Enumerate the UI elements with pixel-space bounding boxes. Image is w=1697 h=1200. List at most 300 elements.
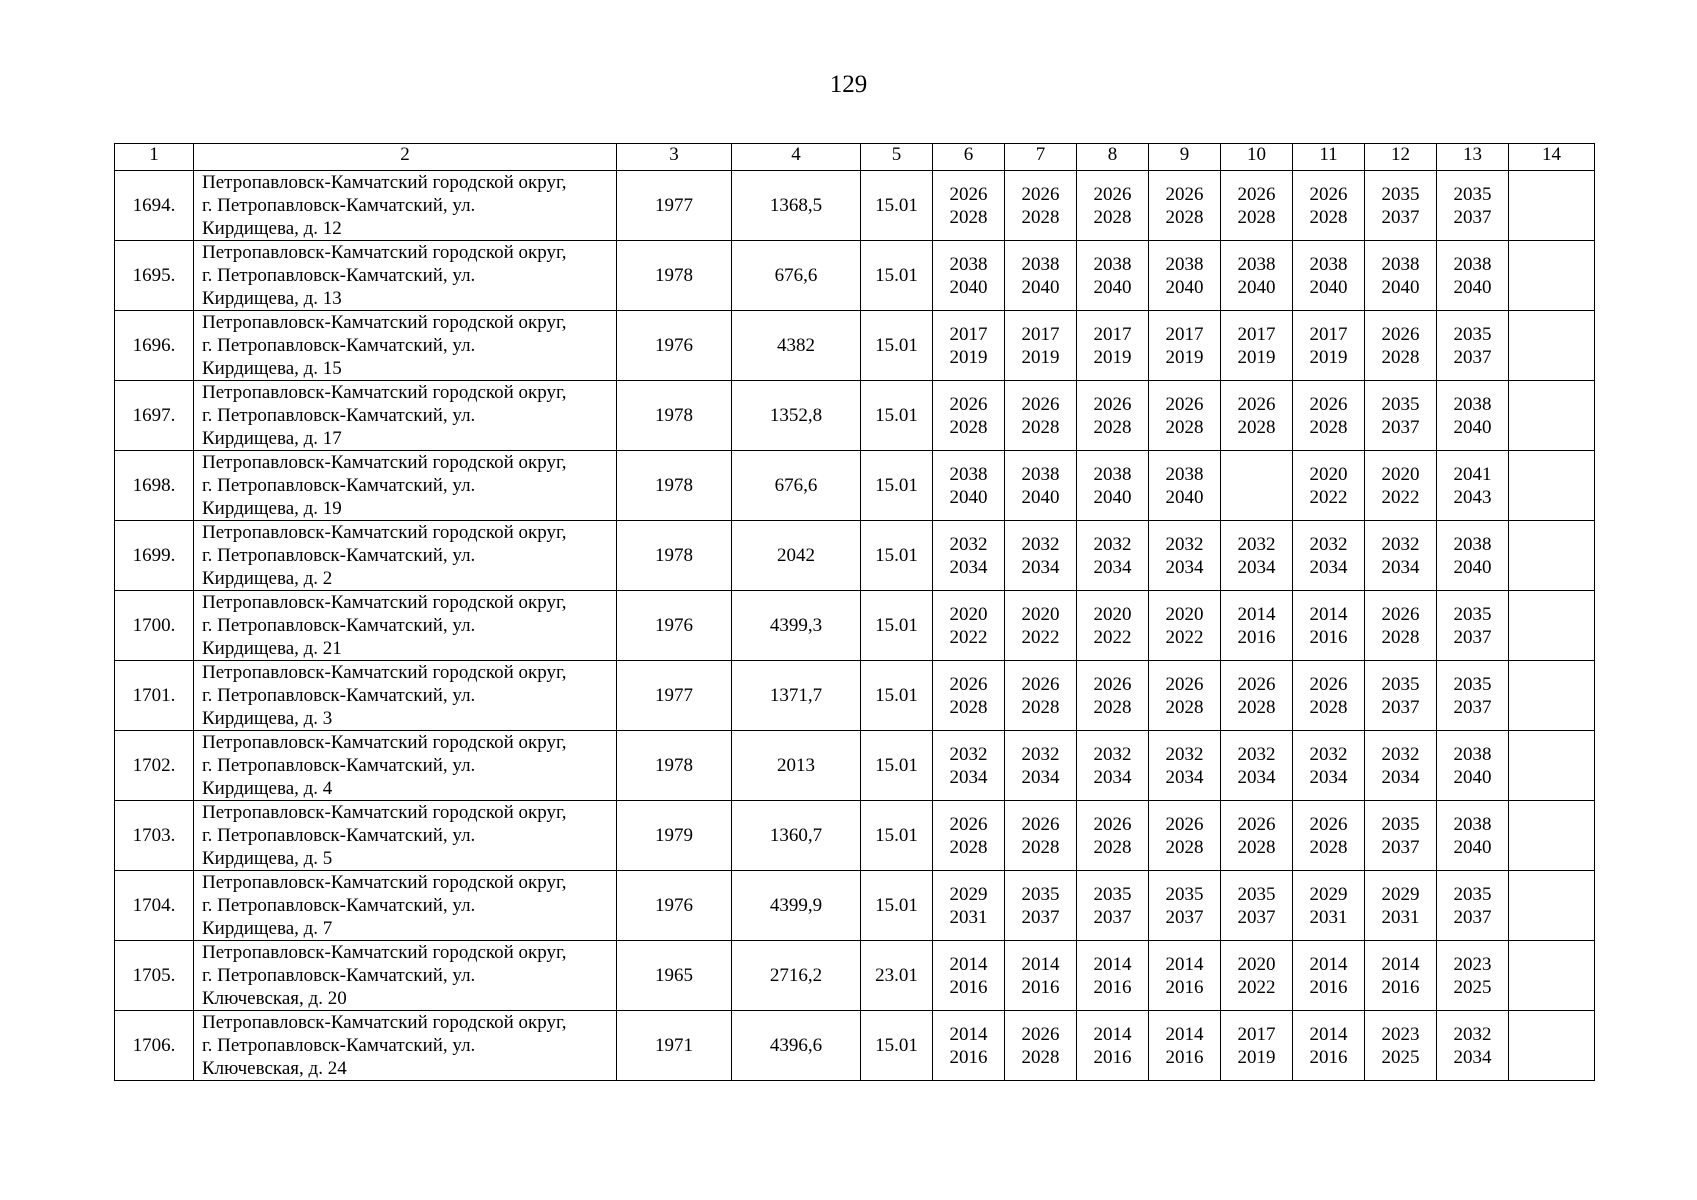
period-end-year: 2019 [1165,346,1204,368]
period-start-year: 2035 [1453,883,1492,905]
code-cell: 15.01 [861,801,933,871]
row-number-cell: 1706. [115,1011,194,1081]
table-row [115,311,1595,381]
period-start-year: 2026 [1093,813,1132,835]
period-start-year: 2020 [1237,953,1276,975]
address-line: Кирдищева, д. 19 [202,498,342,519]
period-end-year: 2040 [1453,836,1492,858]
year-built-cell: 1971 [617,1011,732,1081]
period-end-year: 2040 [1021,486,1060,508]
period-end-year: 2019 [949,346,988,368]
column-header-10: 10 [1221,144,1293,171]
column-header-11: 11 [1293,144,1365,171]
address-cell [194,311,617,381]
period-start-year: 2035 [1237,883,1276,905]
period-start-year: 2026 [1237,813,1276,835]
period-end-year: 2037 [1237,906,1276,928]
period-start-year: 2032 [1381,743,1420,765]
period-cell-col-12 [1365,1011,1437,1081]
area-cell: 2042 [732,521,861,591]
period-end-year: 2040 [1453,276,1492,298]
period-start-year: 2038 [1093,463,1132,485]
period-start-year: 2032 [949,533,988,555]
table-row [115,171,1595,241]
period-end-year: 2028 [1021,1046,1060,1068]
period-start-year: 2035 [1381,183,1420,205]
address-cell [194,241,617,311]
address-line: Кирдищева, д. 15 [202,358,342,379]
code-cell: 15.01 [861,591,933,661]
row-number-cell: 1700. [115,591,194,661]
address-line: г. Петропавловск-Камчатский, ул. [202,965,476,986]
period-end-year: 2022 [1381,486,1420,508]
period-end-year: 2019 [1237,346,1276,368]
period-cell-col-8 [1077,1011,1149,1081]
address-cell [194,731,617,801]
period-end-year: 2034 [1237,556,1276,578]
address-cell [194,1011,617,1081]
period-cell-col-12 [1365,731,1437,801]
period-start-year: 2035 [1453,673,1492,695]
repair-schedule-table [114,143,1595,1081]
column-14-cell [1509,381,1595,451]
period-start-year: 2032 [1453,1023,1492,1045]
period-start-year: 2017 [949,323,988,345]
row-number-cell: 1701. [115,661,194,731]
period-start-year: 2026 [1021,183,1060,205]
address-cell [194,451,617,521]
period-cell-col-9 [1149,521,1221,591]
period-start-year: 2035 [1453,603,1492,625]
period-end-year: 2022 [949,626,988,648]
period-end-year: 2028 [1093,696,1132,718]
period-start-year: 2020 [1165,603,1204,625]
period-cell-col-7 [1005,661,1077,731]
address-line: Петропавловск-Камчатский городской округ, [202,382,567,403]
period-end-year: 2028 [1309,836,1348,858]
period-start-year: 2032 [949,743,988,765]
period-start-year: 2014 [1381,953,1420,975]
address-line: Кирдищева, д. 2 [202,568,333,589]
period-start-year: 2026 [949,183,988,205]
period-end-year: 2037 [1453,626,1492,648]
period-end-year: 2028 [1237,416,1276,438]
period-start-year: 2038 [1381,253,1420,275]
address-line: Петропавловск-Камчатский городской округ, [202,1012,567,1033]
column-header-6: 6 [933,144,1005,171]
period-cell-col-11 [1293,871,1365,941]
table-row [115,451,1595,521]
period-cell-col-7 [1005,241,1077,311]
row-number-cell: 1697. [115,381,194,451]
area-cell: 1368,5 [732,171,861,241]
period-start-year: 2014 [949,1023,988,1045]
period-start-year: 2032 [1165,533,1204,555]
column-header-13: 13 [1437,144,1509,171]
period-cell-col-11 [1293,381,1365,451]
period-start-year: 2017 [1021,323,1060,345]
period-end-year: 2016 [949,1046,988,1068]
table-row [115,381,1595,451]
period-start-year: 2026 [1381,603,1420,625]
period-start-year: 2032 [1021,743,1060,765]
period-end-year: 2037 [1021,906,1060,928]
address-line: Кирдищева, д. 4 [202,778,333,799]
area-cell: 4382 [732,311,861,381]
period-start-year: 2026 [1021,393,1060,415]
table-body [115,171,1595,1081]
period-start-year: 2017 [1093,323,1132,345]
period-start-year: 2014 [1021,953,1060,975]
period-start-year: 2020 [1021,603,1060,625]
period-end-year: 2028 [1309,696,1348,718]
period-start-year: 2026 [1165,673,1204,695]
address-cell [194,521,617,591]
column-14-cell [1509,311,1595,381]
period-start-year: 2038 [1453,533,1492,555]
period-cell-col-11 [1293,311,1365,381]
period-cell-col-7 [1005,731,1077,801]
period-cell-col-6 [933,591,1005,661]
period-end-year: 2040 [1093,486,1132,508]
year-built-cell: 1977 [617,661,732,731]
period-end-year: 2040 [1165,276,1204,298]
period-cell-col-7 [1005,521,1077,591]
address-line: Кирдищева, д. 21 [202,638,342,659]
address-line: г. Петропавловск-Камчатский, ул. [202,405,476,426]
period-end-year: 2019 [1021,346,1060,368]
period-end-year: 2028 [1093,206,1132,228]
period-cell-col-13 [1437,871,1509,941]
period-start-year: 2017 [1309,323,1348,345]
address-line: г. Петропавловск-Камчатский, ул. [202,615,476,636]
period-end-year: 2034 [1093,766,1132,788]
period-cell-col-8 [1077,661,1149,731]
period-end-year: 2025 [1453,976,1492,998]
period-cell-col-13 [1437,661,1509,731]
period-end-year: 2016 [1381,976,1420,998]
period-end-year: 2040 [1453,416,1492,438]
period-start-year: 2026 [1381,323,1420,345]
period-cell-col-8 [1077,801,1149,871]
year-built-cell: 1979 [617,801,732,871]
period-start-year: 2038 [1021,463,1060,485]
period-cell-col-12 [1365,941,1437,1011]
code-cell: 15.01 [861,661,933,731]
period-cell-col-6 [933,801,1005,871]
area-cell: 4399,3 [732,591,861,661]
year-built-cell: 1978 [617,521,732,591]
period-cell-col-8 [1077,171,1149,241]
period-start-year: 2038 [1237,253,1276,275]
period-end-year: 2019 [1309,346,1348,368]
period-cell-col-7 [1005,941,1077,1011]
column-header-7: 7 [1005,144,1077,171]
row-number-cell: 1703. [115,801,194,871]
period-start-year: 2014 [949,953,988,975]
address-line: г. Петропавловск-Камчатский, ул. [202,545,476,566]
period-end-year: 2034 [949,766,988,788]
column-14-cell [1509,1011,1595,1081]
period-start-year: 2026 [1165,393,1204,415]
period-end-year: 2037 [1093,906,1132,928]
column-14-cell [1509,241,1595,311]
address-cell [194,941,617,1011]
period-cell-col-8 [1077,451,1149,521]
period-start-year: 2014 [1093,1023,1132,1045]
address-line: Петропавловск-Камчатский городской округ, [202,592,567,613]
address-line: Кирдищева, д. 13 [202,288,342,309]
area-cell: 1352,8 [732,381,861,451]
period-end-year: 2028 [1165,206,1204,228]
table-header-row [115,144,1595,171]
address-line: Ключевская, д. 24 [202,1058,347,1079]
row-number-cell: 1694. [115,171,194,241]
period-cell-col-6 [933,941,1005,1011]
row-number-cell: 1695. [115,241,194,311]
row-number-cell: 1699. [115,521,194,591]
period-cell-col-12 [1365,521,1437,591]
year-built-cell: 1976 [617,591,732,661]
period-end-year: 2034 [1165,556,1204,578]
year-built-cell: 1978 [617,381,732,451]
period-end-year: 2028 [1237,696,1276,718]
period-end-year: 2034 [1381,766,1420,788]
column-header-2: 2 [194,144,617,171]
period-start-year: 2032 [1309,743,1348,765]
period-cell-col-8 [1077,311,1149,381]
column-14-cell [1509,941,1595,1011]
period-cell-col-10 [1221,1011,1293,1081]
code-cell: 15.01 [861,311,933,381]
period-end-year: 2040 [1309,276,1348,298]
period-cell-col-11 [1293,591,1365,661]
address-line: г. Петропавловск-Камчатский, ул. [202,265,476,286]
period-cell-col-13 [1437,941,1509,1011]
year-built-cell: 1978 [617,731,732,801]
table-row [115,871,1595,941]
period-end-year: 2040 [949,276,988,298]
period-end-year: 2028 [1381,346,1420,368]
period-end-year: 2016 [1309,1046,1348,1068]
period-start-year: 2026 [1093,673,1132,695]
period-start-year: 2026 [1237,673,1276,695]
period-end-year: 2028 [1309,206,1348,228]
code-cell: 15.01 [861,451,933,521]
year-built-cell: 1976 [617,871,732,941]
period-cell-col-8 [1077,241,1149,311]
period-end-year: 2028 [949,206,988,228]
period-end-year: 2022 [1093,626,1132,648]
address-cell [194,801,617,871]
address-line: Кирдищева, д. 3 [202,708,333,729]
period-cell-col-12 [1365,381,1437,451]
period-start-year: 2038 [1165,463,1204,485]
address-line: г. Петропавловск-Камчатский, ул. [202,195,476,216]
period-end-year: 2025 [1381,1046,1420,1068]
period-end-year: 2016 [1309,626,1348,648]
column-header-12: 12 [1365,144,1437,171]
column-header-5: 5 [861,144,933,171]
period-cell-col-9 [1149,171,1221,241]
row-number-cell: 1705. [115,941,194,1011]
period-end-year: 2034 [1165,766,1204,788]
period-cell-col-11 [1293,941,1365,1011]
period-cell-col-10 [1221,731,1293,801]
address-line: Петропавловск-Камчатский городской округ, [202,942,567,963]
period-end-year: 2028 [1237,206,1276,228]
column-14-cell [1509,451,1595,521]
period-cell-col-13 [1437,311,1509,381]
period-end-year: 2022 [1309,486,1348,508]
period-cell-col-10 [1221,241,1293,311]
period-start-year: 2035 [1453,323,1492,345]
period-cell-col-10 [1221,661,1293,731]
address-line: Петропавловск-Камчатский городской округ, [202,312,567,333]
address-line: Петропавловск-Камчатский городской округ, [202,522,567,543]
period-cell-col-9 [1149,731,1221,801]
address-cell [194,591,617,661]
period-cell-col-11 [1293,451,1365,521]
period-end-year: 2031 [1381,906,1420,928]
period-start-year: 2014 [1309,953,1348,975]
area-cell: 676,6 [732,241,861,311]
period-cell-col-10 [1221,451,1293,521]
period-start-year: 2035 [1165,883,1204,905]
code-cell: 15.01 [861,731,933,801]
period-start-year: 2032 [1309,533,1348,555]
address-cell [194,871,617,941]
period-end-year: 2034 [949,556,988,578]
period-cell-col-12 [1365,871,1437,941]
period-end-year: 2016 [1165,976,1204,998]
period-start-year: 2014 [1165,953,1204,975]
period-cell-col-6 [933,1011,1005,1081]
period-end-year: 2028 [1021,696,1060,718]
period-cell-col-6 [933,661,1005,731]
period-start-year: 2026 [1021,1023,1060,1045]
address-cell [194,171,617,241]
column-14-cell [1509,591,1595,661]
period-cell-col-13 [1437,381,1509,451]
period-cell-col-9 [1149,941,1221,1011]
period-start-year: 2032 [1021,533,1060,555]
address-line: г. Петропавловск-Камчатский, ул. [202,685,476,706]
period-cell-col-9 [1149,591,1221,661]
period-cell-col-10 [1221,521,1293,591]
area-cell: 2013 [732,731,861,801]
period-end-year: 2028 [1309,416,1348,438]
period-end-year: 2037 [1453,906,1492,928]
period-start-year: 2026 [949,393,988,415]
column-header-4: 4 [732,144,861,171]
period-start-year: 2035 [1381,393,1420,415]
table-row [115,591,1595,661]
period-cell-col-12 [1365,171,1437,241]
period-cell-col-9 [1149,871,1221,941]
period-cell-col-7 [1005,451,1077,521]
period-end-year: 2028 [1165,416,1204,438]
period-end-year: 2031 [949,906,988,928]
column-header-8: 8 [1077,144,1149,171]
period-start-year: 2032 [1165,743,1204,765]
period-start-year: 2038 [1165,253,1204,275]
address-line: Петропавловск-Камчатский городской округ, [202,172,567,193]
address-line: г. Петропавловск-Камчатский, ул. [202,895,476,916]
address-line: Кирдищева, д. 12 [202,218,342,239]
period-start-year: 2017 [1237,323,1276,345]
period-start-year: 2029 [949,883,988,905]
period-cell-col-9 [1149,451,1221,521]
period-end-year: 2034 [1021,556,1060,578]
year-built-cell: 1976 [617,311,732,381]
column-14-cell [1509,801,1595,871]
period-cell-col-10 [1221,801,1293,871]
period-cell-col-12 [1365,661,1437,731]
address-line: Петропавловск-Камчатский городской округ, [202,802,567,823]
period-cell-col-8 [1077,591,1149,661]
period-end-year: 2037 [1453,346,1492,368]
address-line: г. Петропавловск-Камчатский, ул. [202,335,476,356]
period-cell-col-8 [1077,521,1149,591]
period-cell-col-9 [1149,801,1221,871]
period-start-year: 2023 [1453,953,1492,975]
period-end-year: 2034 [1237,766,1276,788]
year-built-cell: 1978 [617,241,732,311]
address-line: Ключевская, д. 20 [202,988,347,1009]
period-end-year: 2040 [1165,486,1204,508]
period-start-year: 2038 [1453,393,1492,415]
period-end-year: 2040 [1381,276,1420,298]
period-end-year: 2034 [1309,766,1348,788]
period-end-year: 2028 [1021,206,1060,228]
period-start-year: 2029 [1381,883,1420,905]
period-end-year: 2037 [1381,416,1420,438]
area-cell: 1371,7 [732,661,861,731]
code-cell: 15.01 [861,521,933,591]
code-cell: 23.01 [861,941,933,1011]
address-line: Кирдищева, д. 5 [202,848,333,869]
address-line: г. Петропавловск-Камчатский, ул. [202,825,476,846]
address-cell [194,661,617,731]
period-cell-col-8 [1077,381,1149,451]
period-end-year: 2037 [1381,836,1420,858]
period-cell-col-12 [1365,801,1437,871]
period-cell-col-8 [1077,871,1149,941]
period-cell-col-7 [1005,871,1077,941]
period-start-year: 2032 [1237,743,1276,765]
period-start-year: 2026 [1093,183,1132,205]
row-number-cell: 1702. [115,731,194,801]
period-end-year: 2040 [949,486,988,508]
period-start-year: 2020 [1093,603,1132,625]
period-end-year: 2016 [1165,1046,1204,1068]
row-number-cell: 1696. [115,311,194,381]
year-built-cell: 1977 [617,171,732,241]
period-cell-col-9 [1149,661,1221,731]
period-start-year: 2038 [1453,253,1492,275]
period-end-year: 2034 [1309,556,1348,578]
period-cell-col-11 [1293,661,1365,731]
column-14-cell [1509,871,1595,941]
period-start-year: 2038 [949,253,988,275]
table-row [115,241,1595,311]
period-cell-col-9 [1149,1011,1221,1081]
period-end-year: 2037 [1453,206,1492,228]
period-end-year: 2022 [1021,626,1060,648]
period-start-year: 2026 [1021,673,1060,695]
period-end-year: 2028 [1381,626,1420,648]
